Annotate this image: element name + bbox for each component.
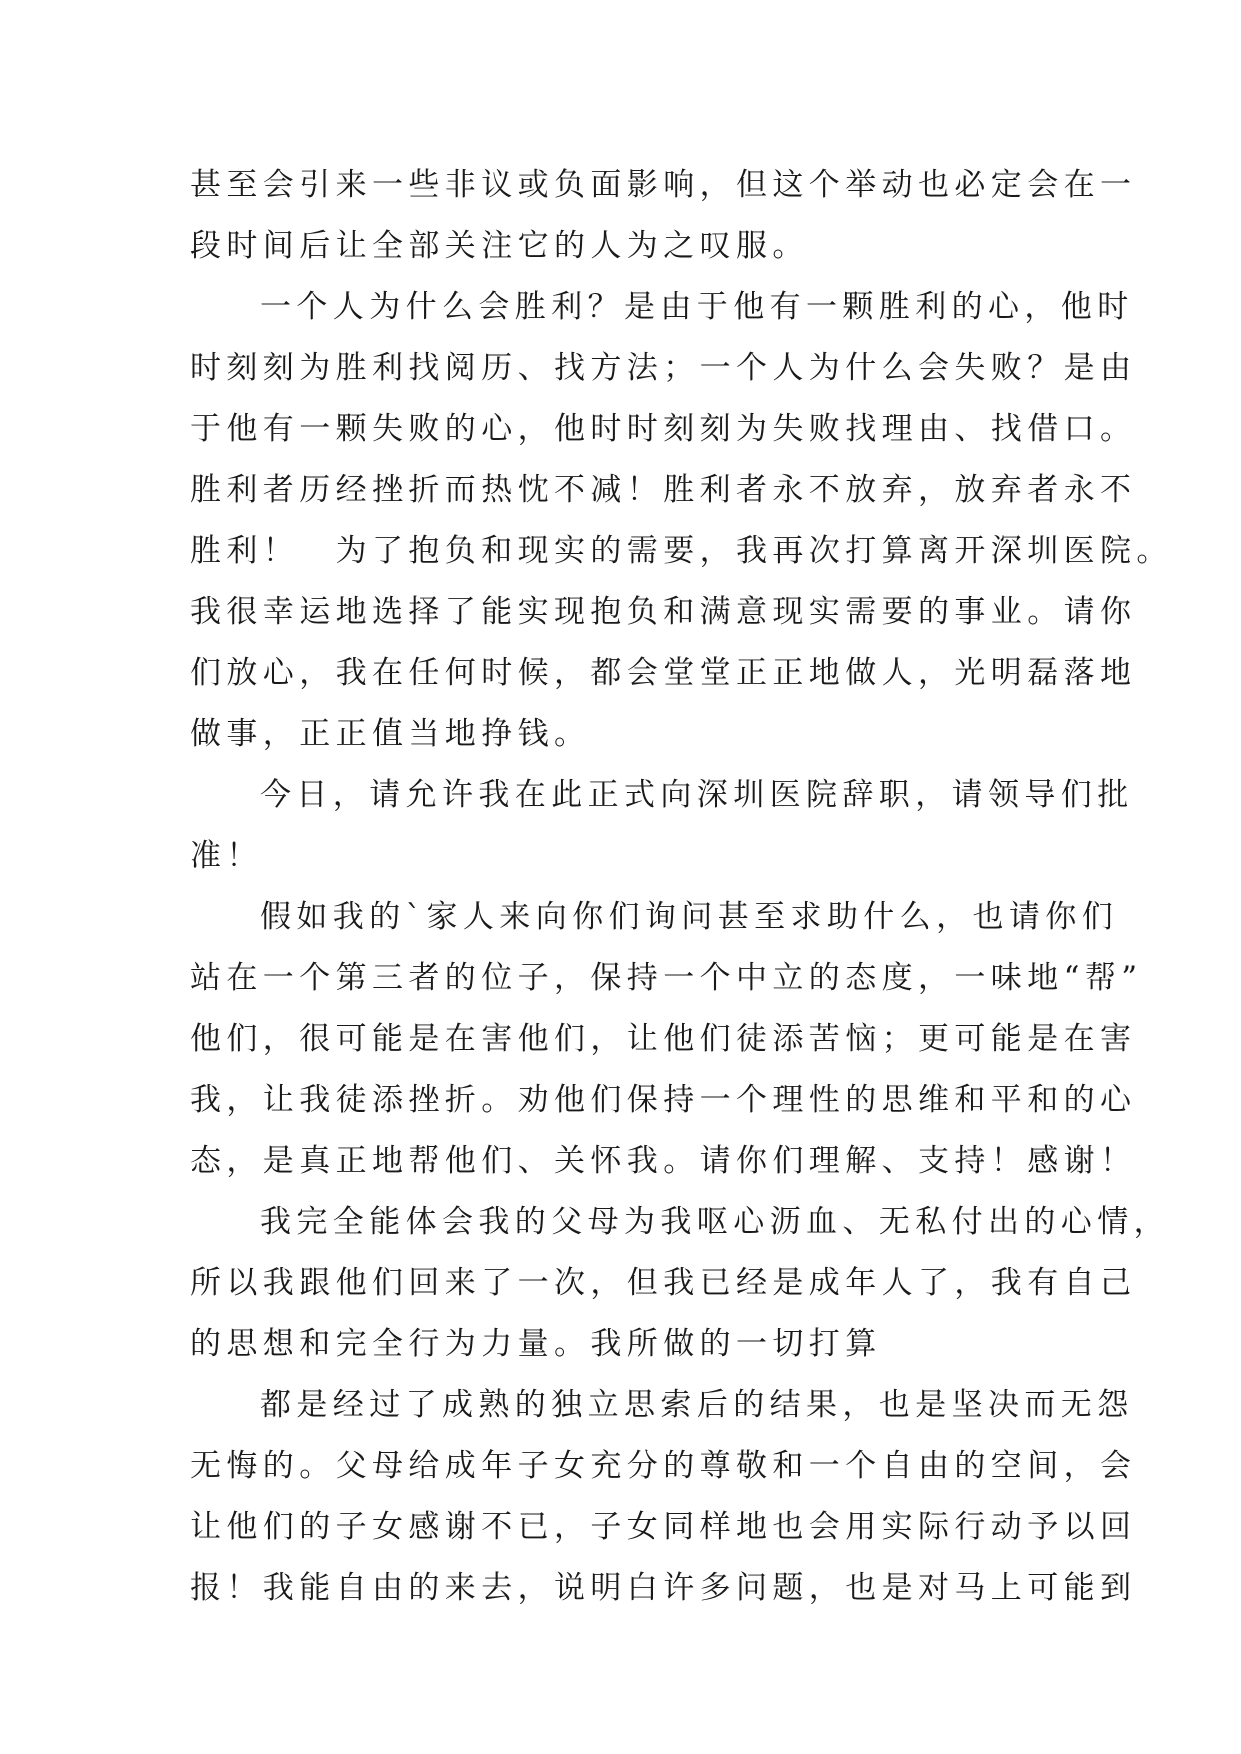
text-line: 让他们的子女感谢不已，子女同样地也会用实际行动予以回 [190,1509,1137,1545]
text-line: 所以我跟他们回来了一次，但我已经是成年人了，我有自己 [190,1265,1137,1301]
text-line: 假如我的`家人来向你们询问甚至求助什么，也请你们 [260,899,1119,935]
text-line: 我，让我徒添挫折。劝他们保持一个理性的思维和平和的心 [190,1082,1137,1118]
text-line: 做事，正正值当地挣钱。 [190,716,591,752]
text-line: 们放心，我在任何时候，都会堂堂正正地做人，光明磊落地 [190,655,1137,691]
text-line: 时刻刻为胜利找阅历、找方法；一个人为什么会失败？是由 [190,350,1137,386]
text-line: 准！ [190,838,263,874]
text-line: 我很幸运地选择了能实现抱负和满意现实需要的事业。请你 [190,594,1137,630]
text-line: 一个人为什么会胜利？是由于他有一颗胜利的心，他时 [260,289,1134,325]
text-line: 胜利！ 为了抱负和现实的需要，我再次打算离开深圳医院。 [190,533,1173,569]
body-text [190,155,1173,1619]
text-line: 他们，很可能是在害他们，让他们徒添苦恼；更可能是在害 [190,1021,1137,1057]
text-line: 的思想和完全行为力量。我所做的一切打算 [190,1326,882,1362]
text-line: 我完全能体会我的父母为我呕心沥血、无私付出的心情， [260,1204,1170,1240]
text-line: 站在一个第三者的位子，保持一个中立的态度，一味地“帮” [190,960,1143,996]
text-line: 于他有一颗失败的心，他时时刻刻为失败找理由、找借口。 [190,411,1137,447]
text-line: 段时间后让全部关注它的人为之叹服。 [190,228,809,264]
text-line: 胜利者历经挫折而热忱不减！胜利者永不放弃，放弃者永不 [190,472,1137,508]
text-line: 无悔的。父母给成年子女充分的尊敬和一个自由的空间，会 [190,1448,1137,1484]
text-line: 态，是真正地帮他们、关怀我。请你们理解、支持！感谢！ [190,1143,1137,1179]
text-line: 今日，请允许我在此正式向深圳医院辞职，请领导们批 [260,777,1134,813]
text-line: 都是经过了成熟的独立思索后的结果，也是坚决而无怨 [260,1387,1134,1423]
text-line: 报！我能自由的来去，说明白许多问题，也是对马上可能到 [190,1570,1137,1606]
text-line: 甚至会引来一些非议或负面影响，但这个举动也必定会在一 [190,167,1137,203]
